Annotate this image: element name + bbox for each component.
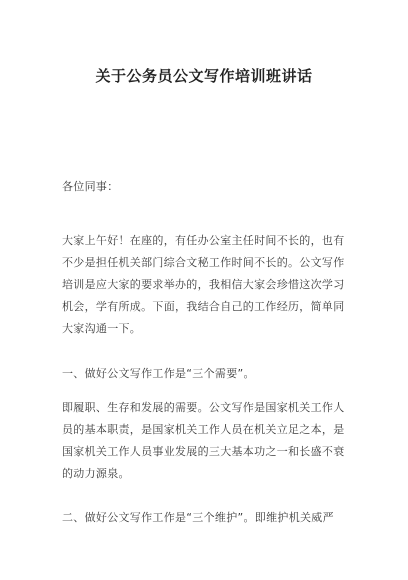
paragraph-line: 国家机关工作人员事业发展的三大基本功之一和长盛不衰 (62, 445, 345, 458)
salutation: 各位同事： (62, 180, 119, 193)
paragraph-line: 机会，学有所成。下面，我结合自己的工作经历，简单同 (62, 300, 345, 313)
paragraph-section-1 (62, 397, 362, 485)
paragraph-intro (62, 230, 362, 340)
paragraph-line: 培训是应大家的要求举办的，我相信大家会珍惜这次学习 (62, 278, 345, 291)
paragraph-line: 即履职、生存和发展的需要。公文写作是国家机关工作人 (62, 401, 345, 414)
paragraph-line: 不少是担任机关部门综合文秘工作时间不长的。公文写作 (62, 256, 345, 269)
section-heading-2: 二、做好公文写作工作是“三个维护”。即维护机关威严 (62, 511, 334, 524)
section-heading-1: 一、做好公文写作工作是“三个需要”。 (62, 367, 255, 380)
paragraph-line: 大家上午好！在座的，有任办公室主任时间不长的，也有 (62, 234, 345, 247)
paragraph-line: 员的基本职责，是国家机关工作人员在机关立足之本，是 (62, 423, 345, 436)
paragraph-line: 大家沟通一下。 (62, 322, 142, 335)
document-title: 关于公务员公文写作培训班讲话 (95, 67, 313, 85)
paragraph-line: 的动力源泉。 (62, 467, 130, 480)
